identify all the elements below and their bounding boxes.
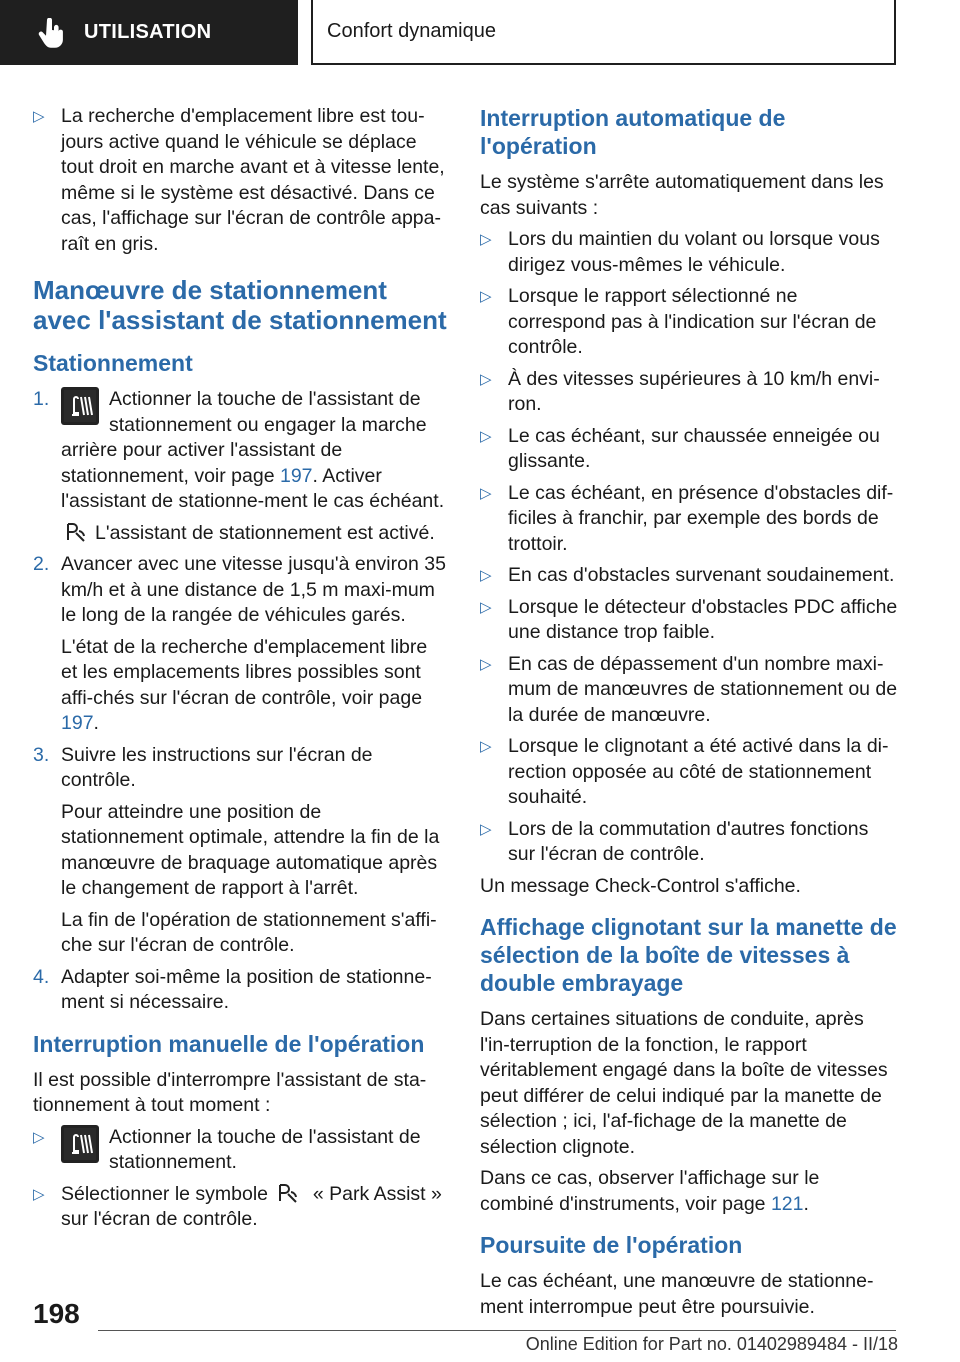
park-assist-button-icon	[61, 387, 99, 425]
bullet-triangle-icon: ▷	[480, 288, 492, 305]
bullet-triangle-icon: ▷	[480, 655, 492, 673]
subsection-heading: Interruption manuelle de l'opération	[33, 1030, 425, 1057]
subsection-heading: Stationnement	[33, 350, 193, 376]
bullet-triangle-icon: ▷	[480, 427, 492, 445]
step-3: 3. Suivre les instructions sur l'écran de contrôle.	[33, 743, 373, 791]
step-note: L'état de la recherche d'emplacement libre et les emplacements libres possibles sont affi-chés sur l'écran de contrôle, voir page 197.	[61, 635, 428, 734]
subsection-heading: Affichage clignotant sur la manette de sélection de la boîte de vitesses à double embrayage	[480, 914, 897, 996]
paragraph: Le cas échéant, une manœuvre de stationne-ment interrompue peut être poursuivie.	[480, 1270, 874, 1318]
paragraph: Il est possible d'interrompre l'assistant de sta-tionnement à tout moment :	[33, 1068, 427, 1116]
step-2: 2. Avancer avec une vitesse jusqu'à environ 35 km/h et à une distance de 1,5 m maxi-mum le long de la rangée de véhicules garés.	[33, 553, 446, 626]
page-link[interactable]: 197	[61, 712, 94, 734]
list-item: ▷ Lorsque le rapport sélectionné ne correspond pas à l'indication sur l'écran de contrôle.	[480, 285, 877, 358]
page-link[interactable]: 121	[770, 1192, 804, 1215]
step-note: La fin de l'opération de stationnement s'affi-che sur l'écran de contrôle.	[61, 908, 437, 956]
auto-stop-list	[480, 227, 898, 868]
list-item: ▷ À des vitesses supérieures à 10 km/h envi-ron.	[480, 367, 880, 415]
chapter-title: Confort dynamique	[327, 20, 496, 42]
bullet-triangle-icon: ▷	[480, 370, 492, 388]
chapter-tab	[311, 0, 896, 65]
section-title: UTILISATION	[84, 21, 212, 43]
bullet-triangle-icon: ▷	[480, 598, 492, 616]
list-item: ▷ La recherche d'emplacement libre est tou-jours active quand le véhicule se déplace tout droit en marche avant et à vitesse lente, même si le système est désactivé. Dans ce cas, l'affichage sur l'écran de contrôle appa-raît en gris.	[33, 105, 445, 255]
list-item: ▷ Lors de la commutation d'autres fonctions sur l'écran de contrôle.	[480, 817, 869, 865]
header-section-tab	[0, 0, 298, 65]
right-column	[480, 100, 898, 1326]
bullet-triangle-icon: ▷	[33, 108, 45, 125]
paragraph: Le système s'arrête automatiquement dans les cas suivants :	[480, 171, 884, 219]
bullet-triangle-icon: ▷	[480, 567, 492, 584]
subsection-heading: Interruption automatique de l'opération	[480, 105, 786, 159]
footer-divider	[98, 1330, 896, 1331]
park-assist-symbol-icon	[65, 521, 87, 543]
step-number: 4.	[33, 965, 50, 988]
bullet-triangle-icon: ▷	[480, 231, 492, 248]
paragraph: Dans ce cas, observer l'affichage sur le combiné d'instruments, voir page 121.	[480, 1167, 820, 1215]
bullet-triangle-icon: ▷	[33, 1185, 45, 1203]
hand-pointer-icon	[38, 18, 64, 48]
paragraph: Un message Check-Control s'affiche.	[480, 874, 801, 897]
subsection-heading: Poursuite de l'opération	[480, 1232, 743, 1258]
list-item: ▷ En cas de dépassement d'un nombre maxi-mum de manœuvres de stationnement ou de la durée de manœuvre.	[480, 652, 898, 726]
list-item: ▷ Sélectionner le symbole « Park Assist » sur l'écran de contrôle.	[33, 1182, 442, 1230]
left-column	[33, 100, 447, 1239]
park-assist-symbol-icon	[277, 1182, 299, 1204]
step-note: Pour atteindre une position de stationnement optimale, attendre la fin de la manœuvre de braquage automatique après le changement de rapport à l'arrêt.	[61, 800, 440, 899]
list-item: ▷ En cas d'obstacles survenant soudainement.	[480, 563, 898, 589]
bullet-triangle-icon: ▷	[33, 1128, 45, 1146]
list-item: ▷ Lorsque le clignotant a été activé dans la di-rection opposée au côté de stationnement souhaité.	[480, 735, 889, 808]
bullet-triangle-icon: ▷	[480, 484, 492, 502]
step-note: L'assistant de stationnement est activé.	[33, 521, 447, 547]
edition-info: Online Edition for Part no. 01402989484 - II/18	[525, 1334, 898, 1354]
list-item: ▷ Actionner la touche de l'assistant de stationnement.	[33, 1125, 421, 1173]
list-item: ▷ Le cas échéant, sur chaussée enneigée ou glissante.	[480, 424, 880, 472]
park-assist-button-icon	[61, 1125, 99, 1163]
bullet-triangle-icon: ▷	[480, 738, 492, 755]
list-item: ▷ Lors du maintien du volant ou lorsque vous dirigez vous-mêmes le véhicule.	[480, 228, 880, 276]
list-item: ▷ Le cas échéant, en présence d'obstacles dif-ficiles à franchir, par exemple des bords de trottoir.	[480, 481, 894, 555]
step-number: 3.	[33, 743, 50, 766]
page-number: 198	[33, 1298, 80, 1329]
step-4: 4. Adapter soi-même la position de stationne-ment si nécessaire.	[33, 965, 432, 1013]
paragraph: Dans certaines situations de conduite, après l'in-terruption de la fonction, le rapport véritablement engagé dans la boîte de vitesses peut différer de celui indiqué par la manette de sélection ; ici, l'af-fichage de la manette de sélection clignote.	[480, 1008, 888, 1158]
step-1: 1. Actionner la touche de l'assistant de stationnement ou engager la marche arrière pour activer l'assistant de stationnement, voir page 197. Activer l'assistant de stationne-ment le cas échéant.	[33, 388, 445, 512]
step-number: 1.	[33, 388, 50, 410]
list-item: ▷ Lorsque le détecteur d'obstacles PDC affiche une distance trop faible.	[480, 595, 898, 643]
bullet-triangle-icon: ▷	[480, 820, 492, 838]
step-number: 2.	[33, 553, 50, 575]
section-heading: Manœuvre de stationnement avec l'assistant de stationnement	[33, 275, 447, 335]
page-link[interactable]: 197	[279, 464, 313, 487]
